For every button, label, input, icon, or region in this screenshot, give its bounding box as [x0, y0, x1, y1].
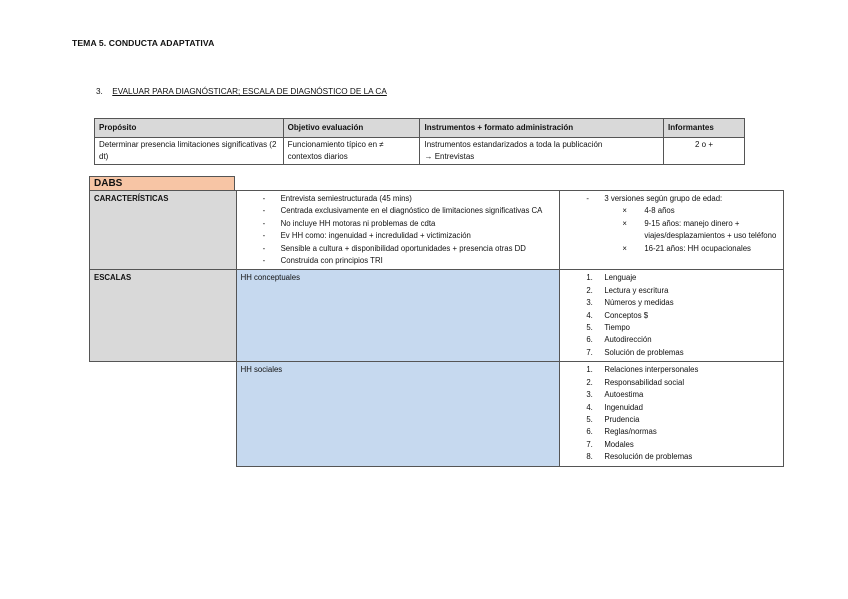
section-title: EVALUAR PARA DIAGNÓSTICAR; ESCALA DE DIAGNÓSTICO DE LA CA [112, 87, 387, 96]
list-item: - Sensible a cultura + disponibilidad oportunidades + presencia otras DD [263, 243, 556, 255]
list-item: 4. Conceptos $ [586, 310, 649, 320]
list-item: 4. Ingenuidad [586, 402, 643, 412]
list-item: 8. Resolución de problemas [586, 452, 693, 462]
document-title: TEMA 5. CONDUCTA ADAPTATIVA [72, 38, 215, 48]
conceptuales-list-cell [560, 270, 784, 362]
list-item: 3. Números y medidas [586, 298, 674, 308]
section-number: 3. [96, 87, 103, 96]
summary-row [95, 138, 745, 165]
version-text: 9-15 años: manejo dinero + viajes/desplazamientos + uso teléfono [644, 218, 777, 241]
sociales-row [90, 362, 784, 466]
caracteristicas-list [241, 193, 556, 267]
version-text: 16-21 años: HH ocupacionales [644, 243, 751, 253]
list-item: 6. Autodirección [586, 335, 652, 345]
instrumentos-line-2: → Entrevistas [424, 152, 475, 161]
version-item [586, 243, 779, 255]
list-item: - Ev HH como: ingenuidad + incredulidad + victimización [263, 230, 556, 242]
list-item: - Entrevista semiestructurada (45 mins) [263, 193, 556, 205]
cell-proposito: Determinar presencia limitaciones significativas (2 dt) [95, 138, 284, 165]
bullet-x-icon: × [622, 218, 627, 228]
versiones-block [564, 193, 779, 255]
list-item: 1. Relaciones interpersonales [586, 365, 699, 375]
sociales-list-cell [560, 362, 784, 466]
caracteristicas-list-cell [236, 191, 560, 270]
section-heading [96, 87, 387, 96]
empty-label-cell [90, 362, 237, 466]
conceptuales-label: HH conceptuales [236, 270, 560, 362]
version-text: 4-8 años [644, 206, 675, 216]
versiones-cell [560, 191, 784, 270]
versiones-head: - 3 versiones según grupo de edad: [586, 193, 779, 205]
header-proposito: Propósito [95, 119, 284, 138]
summary-header-row [95, 119, 745, 138]
dabs-title: DABS [89, 176, 235, 190]
list-item: 5. Tiempo [586, 323, 631, 333]
bullet-x-icon: × [622, 206, 627, 216]
caracteristicas-row [90, 191, 784, 270]
sociales-label: HH sociales [236, 362, 560, 466]
list-item: - Construida con principios TRI [263, 255, 556, 267]
bullet-x-icon: × [622, 243, 627, 253]
conceptuales-row [90, 270, 784, 362]
escalas-label: ESCALAS [90, 270, 237, 362]
instrumentos-line-1: Instrumentos estandarizados a toda la publicación [424, 140, 603, 149]
dabs-table [89, 190, 784, 467]
caracteristicas-label: CARACTERÍSTICAS [90, 191, 237, 270]
list-item: 1. Lenguaje [586, 273, 637, 283]
cell-informantes: 2 o + [664, 138, 745, 165]
cell-objetivo: Funcionamiento típico en ≠ contextos diarios [283, 138, 420, 165]
header-informantes: Informantes [664, 119, 745, 138]
header-instrumentos: Instrumentos + formato administración [420, 119, 664, 138]
list-item: 2. Lectura y escritura [586, 285, 669, 295]
cell-instrumentos [420, 138, 664, 165]
version-item [586, 205, 779, 217]
list-item: 7. Solución de problemas [586, 347, 684, 357]
conceptuales-list [564, 272, 779, 359]
list-item: 6. Reglas/normas [586, 427, 657, 437]
sociales-list [564, 364, 779, 463]
list-item: 2. Responsabilidad social [586, 377, 685, 387]
summary-table [94, 118, 745, 165]
list-item: 7. Modales [586, 439, 634, 449]
list-item: - Centrada exclusivamente en el diagnóstico de limitaciones significativas CA [263, 205, 556, 217]
header-objetivo: Objetivo evaluación [283, 119, 420, 138]
list-item: 5. Prudencia [586, 414, 640, 424]
list-item: - No incluye HH motoras ni problemas de cdta [263, 218, 556, 230]
list-item: 3. Autoestima [586, 390, 644, 400]
version-item [586, 218, 779, 243]
